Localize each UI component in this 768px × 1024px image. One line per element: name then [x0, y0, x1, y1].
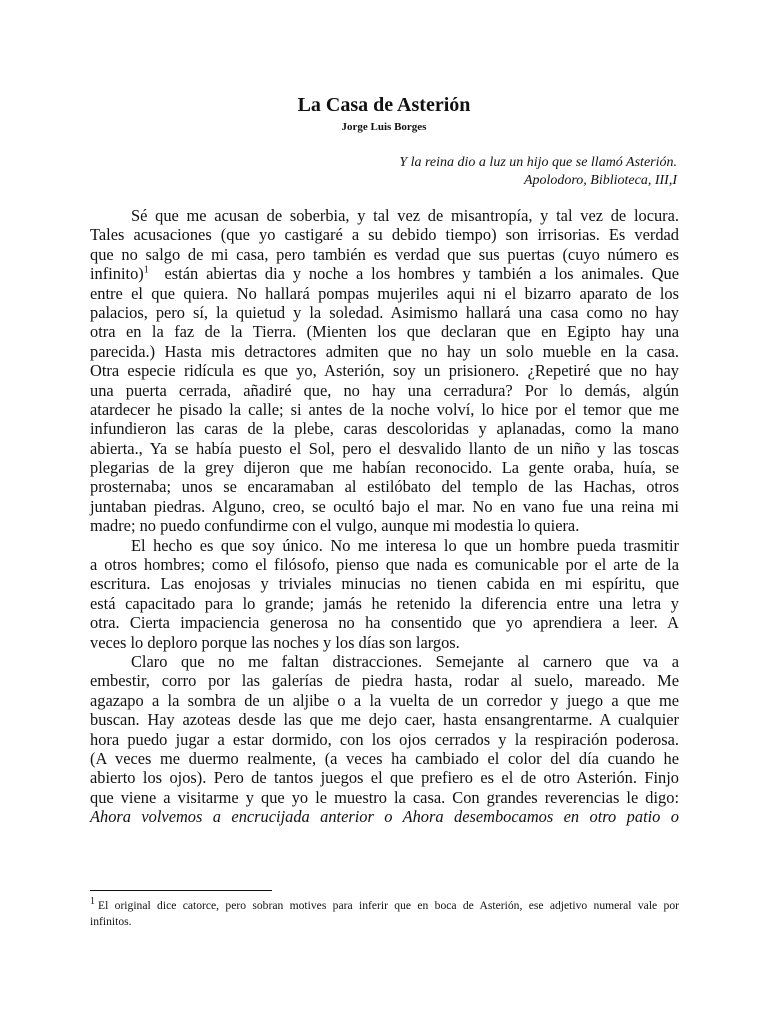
footnote — [90, 898, 679, 930]
body-line: otra. Cierta impaciencia generosa no ha consentido que yo aprendiera a leer. A — [90, 613, 679, 633]
body-line: juntaban piedras. Alguno, creo, se ocultó bajo el mar. No en vano fue una reina mi — [90, 496, 679, 516]
body-line: escritura. Las enojosas y triviales minucias no tienen cabida en mi espíritu, que — [90, 574, 679, 594]
body-line: que viene a visitarme y que yo le muestro la casa. Con grandes reverencias le digo: — [90, 787, 679, 807]
body-line: atardecer he pisado la calle; si antes de la noche volví, lo hice por el temor que me — [90, 399, 679, 419]
body-line: Otra especie ridícula es que yo, Asterión, soy un prisionero. ¿Repetiré que no hay — [90, 361, 679, 381]
body-line: buscan. Hay azoteas desde las que me dejo caer, hasta ensangrentarme. A cualquier — [90, 710, 679, 730]
body-line: abierto los ojos). Pero de tantos juegos el que prefiero es el de otro Asterión. Finjo — [90, 768, 679, 788]
epigraph-source: Apolodoro, Biblioteca, III,I — [523, 173, 677, 188]
epigraph-quote: Y la reina dio a luz un hijo que se llamó Asterión. — [399, 155, 677, 170]
body-line: embestir, corro por las galerías de piedra hasta, rodar al suelo, mareado. Me — [90, 671, 679, 691]
body-line: agazapo a la sombra de un aljibe o a la vuelta de un corredor y juego a que me — [90, 690, 679, 710]
body-line: está capacitado para lo grande; jamás he retenido la diferencia entre una letra y — [90, 593, 679, 613]
body-line: (A veces me duermo realmente, (a veces ha cambiado el color del día cuando he — [90, 748, 679, 768]
body-line-with-footnote-ref — [90, 264, 679, 283]
body-line: palacios, pero sí, la quietud y la soledad. Asimismo hallará una casa como no hay — [90, 302, 679, 322]
body-line: abierta., Ya se había puesto el Sol, pero el desvalido llanto de un niño y las toscas — [90, 438, 679, 458]
footnote-line: infinitos. — [90, 915, 132, 928]
body-line: prosternaba; unos se encaramaban al estilóbato del templo de las Hachas, otros — [90, 477, 679, 497]
footnote-line — [90, 898, 679, 914]
body-line: Claro que no me faltan distracciones. Semejante al carnero que va a — [131, 651, 679, 671]
body-line: veces lo deploro porque las noches y los días son largos. — [90, 632, 460, 652]
body-text — [90, 206, 679, 827]
body-line: Sé que me acusan de soberbia, y tal vez de misantropía, y tal vez de locura. — [131, 206, 679, 225]
body-line: Tales acusaciones (que yo castigaré a su debido tiempo) son irrisorias. Es verdad — [90, 225, 679, 245]
line-prefix: infinito) — [90, 264, 144, 284]
body-line: a otros hombres; como el filósofo, pienso que nada es comunicable por el arte de la — [90, 555, 679, 575]
body-line: madre; no puedo confundirme con el vulgo, aunque mi modestia lo quiera. — [90, 516, 580, 536]
body-line: hora puedo jugar a estar dormido, con los ojos cerrados y la respiración poderosa. — [90, 729, 679, 749]
footnote-text: El original dice catorce, pero sobran motives para inferir que en boca de Asterión, ese adjetivo numeral vale por — [98, 899, 679, 912]
footnote-separator — [90, 890, 272, 891]
body-line: entre el que quiera. No hallará pompas mujeriles aqui ni el bizarro aparato de los — [90, 283, 679, 303]
body-line: una puerta cerrada, añadiré que, no hay una cerradura? Por lo demás, algún — [90, 380, 679, 400]
body-line: otra en la faz de la Tierra. (Mienten los que declaran que en Egipto hay una — [90, 322, 679, 342]
epigraph — [177, 154, 677, 190]
line-rest: están abiertas dia y noche a los hombres y también a los animales. Que — [164, 264, 679, 284]
body-line: Ahora volvemos a encrucijada anterior o Ahora desembocamos en otro patio o — [90, 807, 679, 827]
document-title: La Casa de Asterión — [297, 94, 471, 116]
footnote-reference[interactable]: 1 — [143, 264, 149, 276]
body-line: que no salgo de mi casa, pero también es verdad que sus puertas (cuyo número es — [90, 244, 679, 264]
body-line: parecida.) Hasta mis detractores admiten que no hay un solo mueble en la casa. — [90, 341, 679, 361]
document-author: Jorge Luis Borges — [341, 121, 427, 133]
body-line: plegarias de la grey dijeron que me habían reconocido. La gente oraba, huía, se — [90, 458, 679, 478]
body-line: El hecho es que soy único. No me interesa lo que un hombre pueda trasmitir — [131, 535, 679, 555]
body-line: infundieron las caras de la plebe, caras descoloridas y aplanadas, como la mano — [90, 419, 679, 439]
footnote-marker: 1 — [90, 896, 95, 908]
